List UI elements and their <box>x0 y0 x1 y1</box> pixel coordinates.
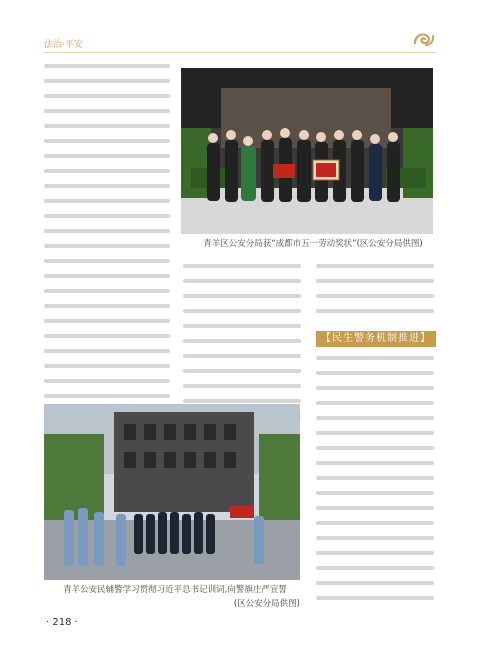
photo-caption-bottom-line1: 青羊公安民辅警学习贯彻习近平总书记训词,向警旗庄严宣誓 <box>63 585 287 595</box>
body-text-column-right <box>316 356 434 611</box>
photo-caption-top: 青羊区公安分局获“成都市五一劳动奖状”(区公安分局供图) <box>203 239 423 249</box>
decorative-swirl-icon <box>412 29 436 49</box>
photo-award-ceremony <box>181 68 433 234</box>
section-heading-people-policing: 【民生警务机制推进】 <box>316 331 436 347</box>
page-number: · 218 · <box>46 617 78 628</box>
photo-oath-ceremony <box>44 404 300 580</box>
body-text-column-right-top <box>316 264 434 324</box>
photo-caption-bottom-line2: (区公安分局供图) <box>233 599 300 609</box>
header-rule <box>44 52 436 53</box>
section-header: 法治·平安 <box>44 40 83 50</box>
